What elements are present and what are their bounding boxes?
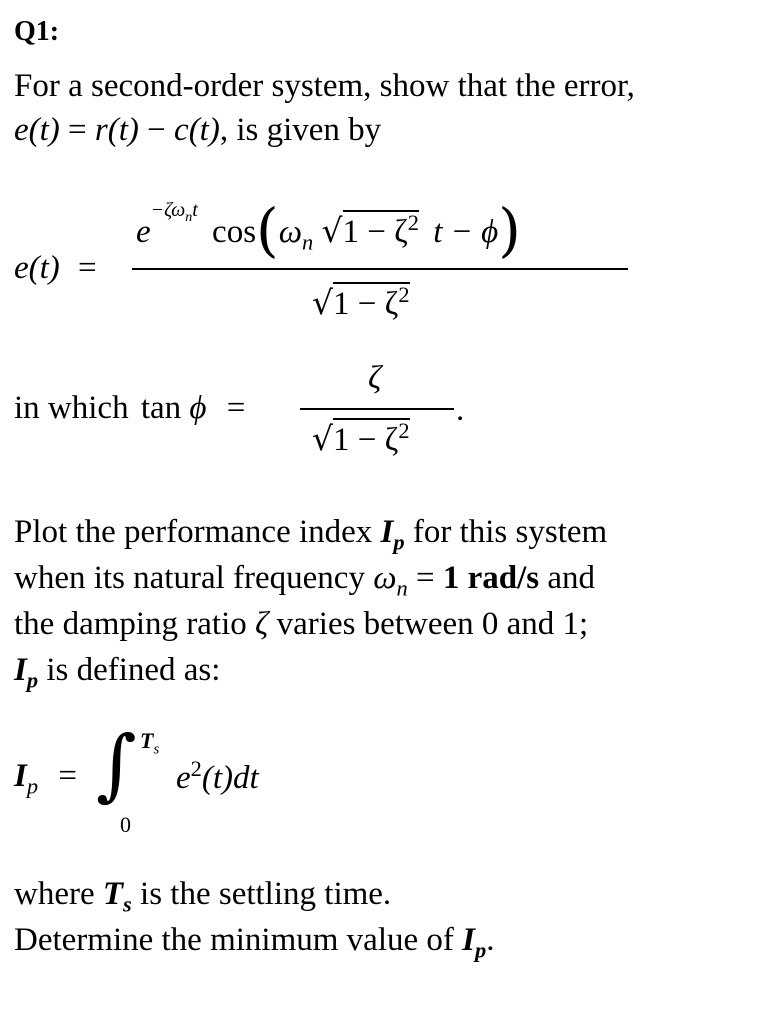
integral-sign: ∫ [96,720,137,810]
intro-suffix: , is given by [219,112,382,148]
ip-lhs: $I_p$ = [14,758,77,799]
plot-line-4: $I_p$ is defined as: [14,652,221,693]
intro-text: For a second-order system, show that the error, [14,68,635,104]
closing-line-2: Determine the minimum value of $I_p$. [14,922,495,963]
tan-period: . [456,392,465,428]
right-paren: ) [498,196,521,264]
error-eq: = [68,112,87,148]
intro-line-1 [14,64,635,108]
tan-fraction-bar [300,408,454,410]
tan-numerator: ζ [368,360,382,396]
error-minus: − [147,112,166,148]
eq1-numerator: $e^{-\zeta\omega_nt}$ $\cos(\omega_n$ $√1 - \zeta^2$ t − ϕ) [136,196,521,264]
left-paren: ( [256,196,279,264]
closing-line-1: where $T_s$ is the settling time. [14,876,392,917]
eq1-lhs: e(t) = [14,250,97,286]
tan-denominator: $√1 - \zeta^2$ [312,418,410,458]
error-lhs: e(t) [14,112,60,148]
error-c: c(t) [174,112,220,148]
plot-line-2: when its natural frequency $\omega_n = 1$ rad/s and [14,560,596,601]
eq1-fraction-bar [132,268,628,270]
intro-line-2 [14,108,381,152]
tan-line: in which tan ϕ = [14,390,246,426]
integral-lower-limit: 0 [120,812,131,837]
plot-line-3: the damping ratio ζ varies between 0 and 1; [14,606,589,642]
integral-upper-limit: $T_s$ [140,728,160,758]
error-r: r(t) [94,112,139,148]
sqrt-symbol: √ [321,211,343,250]
integrand: $e^2(t)dt$ [176,756,259,796]
question-label: Q1: [14,16,60,47]
plot-line-1: Plot the performance index $I_p$ for this system [14,514,608,555]
eq1-denominator: $√1 - \zeta^2$ [312,282,410,322]
